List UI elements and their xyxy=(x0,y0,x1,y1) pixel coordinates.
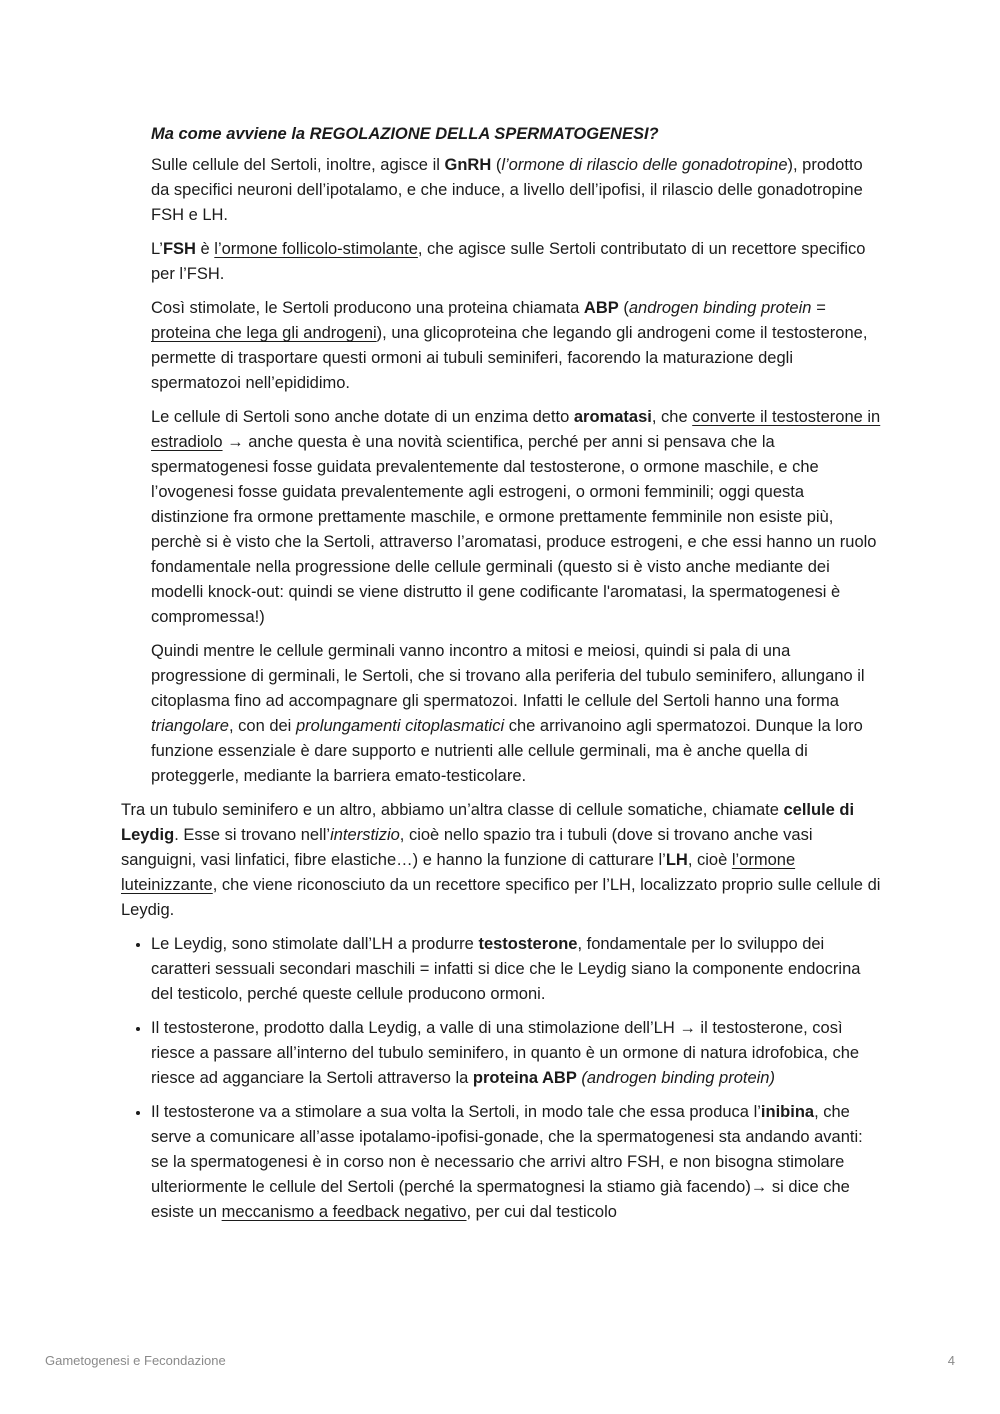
text: Sulle cellule del Sertoli, inoltre, agisce il xyxy=(151,156,445,174)
paragraph-abp xyxy=(151,296,883,396)
italic-text: (androgen binding protein) xyxy=(581,1069,775,1087)
term-leydig: cellule di Leydig xyxy=(121,801,855,844)
section-heading: Ma come avviene la REGOLAZIONE DELLA SPERMATOGENESI? xyxy=(151,125,659,143)
text: Il testosterone va a stimolare a sua volta la Sertoli, in modo tale che essa produca l’ xyxy=(151,1103,761,1121)
term-definition: androgen binding protein = xyxy=(628,299,826,317)
text: , fondamentale per lo sviluppo dei caratteri sessuali secondari maschili = infatti si dice che le Leydig siano la componente endocrina del testicolo, perché queste cellule producono ormoni. xyxy=(151,935,861,1003)
underlined-text: l’ormone luteinizzante xyxy=(121,851,796,894)
text: Le cellule di Sertoli sono anche dotate di un enzima detto xyxy=(151,408,574,426)
underlined-text: meccanismo a feedback negativo xyxy=(221,1203,467,1221)
bullet-list xyxy=(121,932,883,1225)
text: Il testosterone, prodotto dalla Leydig, a valle di una stimolazione dell’LH → il testosterone, così riesce a passare all’interno del tubulo seminifero, in quanto è un ormone di natura idrofobica, che riesce ad agganciare la Sertoli attraverso la xyxy=(151,1019,860,1087)
underlined-text: converte il testosterone in estradiolo xyxy=(151,408,881,451)
text: , cioè xyxy=(687,851,732,869)
text: ), prodotto da specifici neuroni dell’ipotalamo, e che induce, a livello dell’ipofisi, il rilascio delle gonadotropine FSH e LH. xyxy=(151,156,863,224)
text: , per cui dal testicolo xyxy=(466,1203,617,1221)
text: che arrivanoino agli spermatozoi. Dunque la loro funzione essenziale è dare supporto e nutrienti alle cellule germinali, ma è anche quella di proteggerle, mediante la barriera emato-testicolare. xyxy=(151,717,863,785)
italic-text: prolungamenti citoplasmatici xyxy=(295,717,505,735)
paragraph-aromatasi xyxy=(151,405,883,630)
text: . Esse si trovano nell’ xyxy=(174,826,331,844)
text: è xyxy=(195,240,215,258)
term-abp: proteina ABP xyxy=(472,1069,577,1087)
footer-title: Gametogenesi e Fecondazione xyxy=(45,1353,226,1368)
document-body xyxy=(121,122,883,1234)
text: , che agisce sulle Sertoli contributato di un recettore specifico per l’FSH. xyxy=(151,240,866,283)
term-testosterone: testosterone xyxy=(478,935,578,953)
underlined-text: proteina che lega gli androgeni xyxy=(151,324,377,342)
page-number: 4 xyxy=(947,1353,955,1368)
text: L’ xyxy=(151,240,163,258)
text: , che xyxy=(651,408,693,426)
text: , che serve a comunicare all’asse ipotalamo-ipofisi-gonade, che la spermatogenesi sta andando avanti: se la spermatogenesi è in corso non è necessario che arrivi altro FSH, e non bisogna stimolare ulteriormente le cellule del Sertoli (perché la spermatognesi la stiamo già facendo)→ si dice che esiste un xyxy=(151,1103,863,1221)
italic-text: interstizio xyxy=(330,826,400,844)
text: Tra un tubulo seminifero e un altro, abbiamo un’altra classe di cellule somatiche, chiamate xyxy=(121,801,784,819)
indented-section xyxy=(151,122,883,789)
underlined-text: l’ormone follicolo-stimolante xyxy=(214,240,418,258)
text: Quindi mentre le cellule germinali vanno incontro a mitosi e meiosi, quindi si pala di una progressione di germinali, le Sertoli, che si trovano alla periferia del tubulo seminifero, allungano il citoplasma fino ad accompagnare gli spermatozoi. Infatti le cellule del Sertoli hanno una forma xyxy=(151,642,865,710)
list-item xyxy=(151,1016,883,1091)
term-aromatasi: aromatasi xyxy=(573,408,652,426)
text: ), una glicoproteina che legando gli androgeni come il testosterone, permette di trasportare questi ormoni ai tubuli seminiferi, facorendo la maturazione degli spermatozoi nell’epididimo. xyxy=(151,324,868,392)
term-gnrh: GnRH xyxy=(444,156,492,174)
term-lh: LH xyxy=(665,851,688,869)
list-item xyxy=(151,1100,883,1225)
text: → anche questa è una novità scientifica, perché per anni si pensava che la spermatogenesi fosse guidata prevalentemente dal testosterone, o ormone maschile, e che l’ovogenesi fosse guidata prevalentemente agli estrogeni, o ormoni femminili; oggi questa distinzione fra ormone prettamente maschile, e ormone prettamente femminile non esiste più, perchè si è visto che la Sertoli, attraverso l’aromatasi, produce estrogeni, e che essi hanno un ruolo fondamentale nella progressione delle cellule germinali (questo si è visto anche mediante dei modelli knock-out: quindi se viene distrutto il gene codificante l'aromatasi, la spermatogenesi è compromessa!) xyxy=(151,433,877,626)
text: ( xyxy=(491,156,502,174)
term-inibina: inibina xyxy=(760,1103,815,1121)
text: Le Leydig, sono stimolate dall’LH a produrre xyxy=(151,935,479,953)
paragraph-leydig xyxy=(121,798,883,923)
text: ( xyxy=(618,299,629,317)
text: , con dei xyxy=(228,717,296,735)
text: Così stimolate, le Sertoli producono una proteina chiamata xyxy=(151,299,584,317)
italic-text: triangolare xyxy=(151,717,229,735)
term-abp: ABP xyxy=(583,299,619,317)
paragraph-fsh xyxy=(151,237,883,287)
paragraph-gnrh xyxy=(151,153,883,228)
text: , che viene riconosciuto da un recettore specifico per l’LH, localizzato proprio sulle cellule di Leydig. xyxy=(121,876,881,919)
paragraph-progressione xyxy=(151,639,883,789)
list-item xyxy=(151,932,883,1007)
text: , cioè nello spazio tra i tubuli (dove si trovano anche vasi sanguigni, vasi linfatici, fibre elastiche…) e hanno la funzione di catturare l’ xyxy=(121,826,813,869)
term-definition: l’ormone di rilascio delle gonadotropine xyxy=(501,156,788,174)
term-fsh: FSH xyxy=(162,240,196,258)
